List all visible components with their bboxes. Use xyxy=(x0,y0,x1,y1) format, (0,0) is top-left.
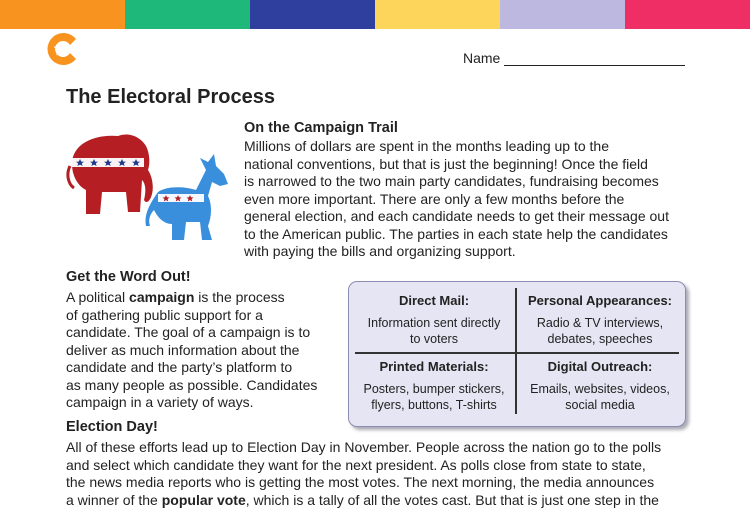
text-run: A political xyxy=(66,289,129,305)
text-line: and select which candidate they want for the next president. As polls close from state to state, xyxy=(66,457,736,475)
method-cell-direct-mail xyxy=(354,293,514,347)
text-line: Radio & TV interviews, xyxy=(520,316,680,332)
color-stripe-bar xyxy=(0,0,750,29)
method-description xyxy=(354,316,514,347)
text-line xyxy=(66,492,736,509)
elephant-donkey-illustration xyxy=(66,130,231,245)
method-title: Printed Materials: xyxy=(354,359,514,374)
method-cell-personal-appearances xyxy=(520,293,680,347)
election-day-paragraph xyxy=(66,439,736,509)
elephant-icon xyxy=(68,134,153,214)
stripe-yellow xyxy=(375,0,500,29)
text-line: deliver as much information about the xyxy=(66,342,346,360)
text-line: of gathering public support for a xyxy=(66,307,346,325)
text-line: Emails, websites, videos, xyxy=(520,382,680,398)
stripe-lavender xyxy=(500,0,625,29)
text-run: a winner of the xyxy=(66,492,162,508)
text-line: to voters xyxy=(354,332,514,348)
campaign-term: campaign xyxy=(129,289,194,305)
method-description xyxy=(520,316,680,347)
stripe-pink xyxy=(625,0,750,29)
text-line: debates, speeches xyxy=(520,332,680,348)
text-line: national conventions, but that is just the beginning! Once the field xyxy=(244,156,724,174)
election-day-heading: Election Day! xyxy=(66,419,158,435)
campaign-methods-panel xyxy=(348,281,686,427)
text-line: Information sent directly xyxy=(354,316,514,332)
stripe-blue xyxy=(250,0,375,29)
stripe-green xyxy=(125,0,250,29)
stripe-orange xyxy=(0,0,125,29)
text-line: with paying the bills and organizing support. xyxy=(244,243,724,261)
text-line: All of these efforts lead up to Election Day in November. People across the nation go to the polls xyxy=(66,439,736,457)
text-line: the news media reports who is getting the most votes. The next morning, the media announces xyxy=(66,474,736,492)
word-out-paragraph xyxy=(66,289,346,412)
popular-vote-term: popular vote xyxy=(162,492,246,508)
name-field xyxy=(463,50,685,66)
method-description xyxy=(354,382,514,413)
logo-icon xyxy=(44,31,78,67)
text-line: Posters, bumper stickers, xyxy=(354,382,514,398)
method-title: Digital Outreach: xyxy=(520,359,680,374)
page-title: The Electoral Process xyxy=(66,86,275,109)
panel-horizontal-divider xyxy=(355,352,679,354)
text-line: even more important. There are only a few months before the xyxy=(244,191,724,209)
text-line: social media xyxy=(520,398,680,414)
method-title: Direct Mail: xyxy=(354,293,514,308)
campaign-trail-heading: On the Campaign Trail xyxy=(244,120,398,136)
text-line: as many people as possible. Candidates xyxy=(66,377,346,395)
method-cell-printed-materials xyxy=(354,359,514,413)
name-label: Name xyxy=(463,50,500,66)
name-blank-line xyxy=(504,51,685,66)
method-title: Personal Appearances: xyxy=(520,293,680,308)
text-line: is narrowed to the two main party candidates, fundraising becomes xyxy=(244,173,724,191)
text-run: is the process xyxy=(194,289,284,305)
text-run: , which is a tally of all the votes cast. But that is just one step in the xyxy=(246,492,659,508)
text-line: candidate and the party’s platform to xyxy=(66,359,346,377)
method-cell-digital-outreach xyxy=(520,359,680,413)
word-out-heading: Get the Word Out! xyxy=(66,269,191,285)
text-line xyxy=(66,289,346,307)
donkey-icon xyxy=(146,154,229,240)
campaign-trail-paragraph xyxy=(244,138,724,261)
text-line: general election, and each candidate needs to get their message out xyxy=(244,208,724,226)
text-line: campaign in a variety of ways. xyxy=(66,394,346,412)
text-line: flyers, buttons, T-shirts xyxy=(354,398,514,414)
text-line: Millions of dollars are spent in the months leading up to the xyxy=(244,138,724,156)
text-line: candidate. The goal of a campaign is to xyxy=(66,324,346,342)
method-description xyxy=(520,382,680,413)
panel-vertical-divider xyxy=(515,288,517,414)
text-line: to the American public. The parties in each state help the candidates xyxy=(244,226,724,244)
